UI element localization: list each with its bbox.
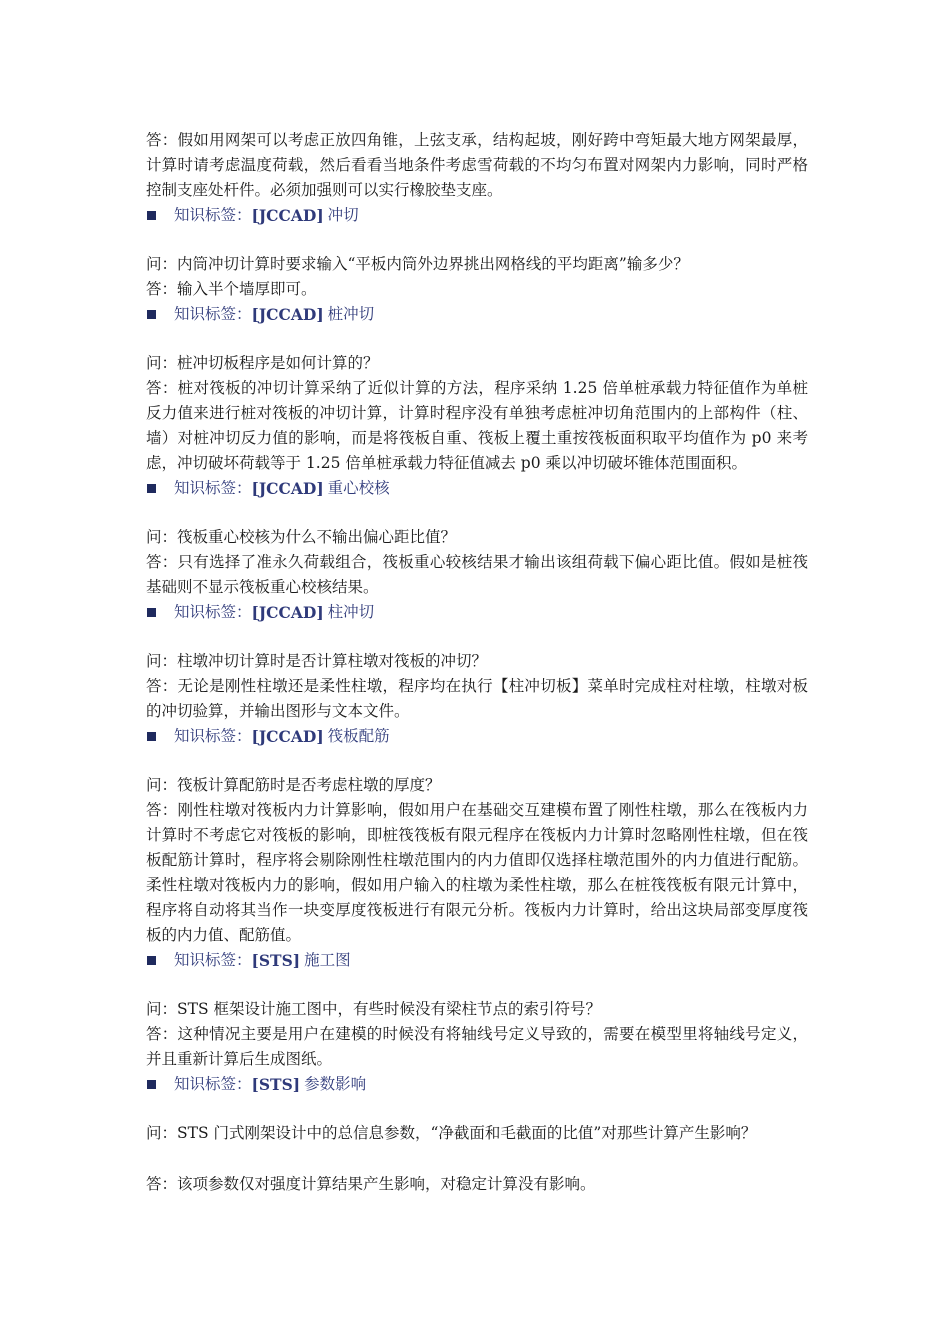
- answer-text: 答：输入半个墙厚即可。: [146, 280, 317, 298]
- question-text: 问：内筒冲切计算时要求输入“平板内筒外边界挑出网格线的平均距离”输多少？: [146, 255, 689, 273]
- tag-label: 施工图: [304, 951, 351, 969]
- tag-prefix: 知识标签：: [174, 603, 252, 621]
- bullet-square-icon: [147, 484, 156, 493]
- tag-code: [JCCAD]: [251, 603, 324, 622]
- knowledge-tag: [146, 476, 808, 501]
- tag-prefix: 知识标签：: [174, 1075, 252, 1093]
- tag-code: [JCCAD]: [251, 479, 324, 498]
- bullet-square-icon: [147, 1080, 156, 1089]
- tag-label: 桩冲切: [327, 305, 375, 323]
- qa-block-final: [146, 1121, 808, 1197]
- answer-text: 答：桩对筏板的冲切计算采纳了近似计算的方法，程序采纳 1.25 倍单桩承载力特征值作为单桩反力值来进行桩对筏板的冲切计算，计算时程序没有单独考虑桩冲切角范围内的上部构件（柱、墙）对桩冲切反力值的影响，而是将筏板自重、筏板上覆土重按筏板面积取平均值作为 p0 来考虑，冲切破坏荷载等于 1.25 倍单桩承载力特征值减去 p0 乘以冲切破坏锥体范围面积。: [146, 379, 808, 472]
- tag-label: 筏板配筋: [327, 727, 390, 745]
- tag-label: 重心校核: [327, 479, 390, 497]
- tag-code: [JCCAD]: [251, 305, 324, 324]
- knowledge-tag: [146, 203, 808, 228]
- knowledge-tag: [146, 302, 808, 327]
- answer-text: 答：该项参数仅对强度计算结果产生影响，对稳定计算没有影响。: [146, 1175, 596, 1193]
- bullet-square-icon: [147, 956, 156, 965]
- question-text: 问：桩冲切板程序是如何计算的？: [146, 354, 379, 372]
- answer-text: 答：刚性柱墩对筏板内力计算影响，假如用户在基础交互建模布置了刚性柱墩，那么在筏板内力计算时不考虑它对筏板的影响，即桩筏筏板有限元程序在筏板内力计算时忽略刚性柱墩，但在筏板配筋计算时，程序将会剔除刚性柱墩范围内的内力值即仅选择柱墩范围外的内力值进行配筋。柔性柱墩对筏板内力的影响，假如用户输入的柱墩为柔性柱墩，那么在桩筏筏板有限元计算中，程序将自动将其当作一块变厚度筏板进行有限元分析。筏板内力计算时，给出这块局部变厚度筏板的内力值、配筋值。: [146, 801, 808, 944]
- tag-code: [STS]: [251, 1075, 301, 1094]
- knowledge-tag: [146, 724, 808, 749]
- document-page: [146, 128, 808, 1221]
- tag-label: 参数影响: [304, 1075, 367, 1093]
- tag-label: 柱冲切: [327, 603, 375, 621]
- answer-text: 答：无论是刚性柱墩还是柔性柱墩，程序均在执行【柱冲切板】菜单时完成柱对柱墩，柱墩对板的冲切验算，并输出图形与文本文件。: [146, 677, 808, 720]
- qa-block-2: [146, 252, 808, 327]
- qa-block-6: [146, 773, 808, 973]
- knowledge-tag: [146, 600, 808, 625]
- question-text: 问：STS 框架设计施工图中，有些时候没有梁柱节点的索引符号？: [146, 1000, 602, 1018]
- tag-label: 冲切: [327, 206, 359, 224]
- answer-text: 答：假如用网架可以考虑正放四角锥，上弦支承，结构起坡，刚好跨中弯矩最大地方网架最厚，计算时请考虑温度荷载，然后看看当地条件考虑雪荷载的不均匀布置对网架内力影响，同时严格控制支座处杆件。必须加强则可以实行橡胶垫支座。: [146, 131, 808, 199]
- tag-prefix: 知识标签：: [174, 951, 252, 969]
- qa-block-3: [146, 351, 808, 501]
- question-text: 问：柱墩冲切计算时是否计算柱墩对筏板的冲切？: [146, 652, 488, 670]
- qa-block-1: [146, 128, 808, 228]
- question-text: 问：STS 门式刚架设计中的总信息参数，“净截面和毛截面的比值”对那些计算产生影响？: [146, 1124, 757, 1142]
- question-text: 问：筏板重心校核为什么不输出偏心距比值？: [146, 528, 457, 546]
- knowledge-tag: [146, 948, 808, 973]
- tag-code: [JCCAD]: [251, 727, 324, 746]
- tag-prefix: 知识标签：: [174, 479, 252, 497]
- tag-prefix: 知识标签：: [174, 305, 252, 323]
- tag-code: [JCCAD]: [251, 206, 324, 225]
- bullet-square-icon: [147, 608, 156, 617]
- tag-prefix: 知识标签：: [174, 727, 252, 745]
- qa-block-7: [146, 997, 808, 1097]
- qa-block-4: [146, 525, 808, 625]
- tag-code: [STS]: [251, 951, 301, 970]
- answer-text: 答：这种情况主要是用户在建模的时候没有将轴线号定义导致的，需要在模型里将轴线号定义，并且重新计算后生成图纸。: [146, 1025, 808, 1068]
- bullet-square-icon: [147, 211, 156, 220]
- question-text: 问：筏板计算配筋时是否考虑柱墩的厚度？: [146, 776, 441, 794]
- bullet-square-icon: [147, 310, 156, 319]
- qa-block-5: [146, 649, 808, 749]
- bullet-square-icon: [147, 732, 156, 741]
- tag-prefix: 知识标签：: [174, 206, 252, 224]
- knowledge-tag: [146, 1072, 808, 1097]
- answer-text: 答：只有选择了准永久荷载组合，筏板重心较核结果才输出该组荷载下偏心距比值。假如是桩筏基础则不显示筏板重心校核结果。: [146, 553, 808, 596]
